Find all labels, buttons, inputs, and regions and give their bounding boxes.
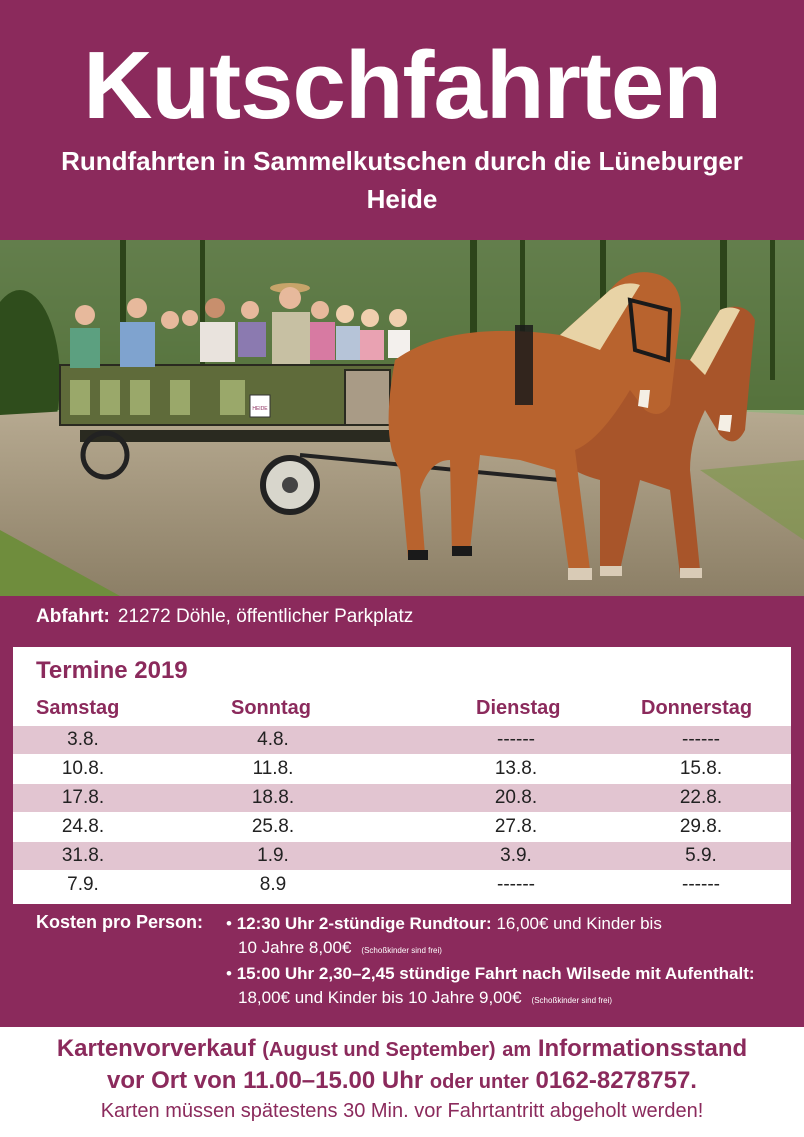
footer-infostand: Informationsstand <box>537 1035 748 1062</box>
footer-line-1 <box>0 1033 804 1066</box>
option-1-note: (Schoßkinder sind frei) <box>361 946 442 955</box>
departure-value: 21272 Döhle, öffentlicher Parkplatz <box>117 606 414 627</box>
table-cell: 13.8. <box>494 758 538 779</box>
table-row <box>13 784 791 812</box>
option-1-line2: 10 Jahre 8,00€ <box>238 938 352 957</box>
option-1-title: 12:30 Uhr 2-stündige Rundtour: <box>236 914 492 933</box>
footer-months: (August und September) <box>262 1039 496 1061</box>
bullet: • <box>226 914 232 933</box>
table-cell: 4.8. <box>257 729 289 750</box>
option-1-line1: 16,00€ und Kinder bis <box>496 914 662 933</box>
table-row <box>13 842 791 870</box>
cost-option-1 <box>226 912 786 963</box>
header-banner <box>0 0 804 240</box>
bullet: • <box>226 964 232 983</box>
table-cell: 5.9. <box>685 845 717 866</box>
footer-phone: 0162-8278757. <box>535 1067 697 1094</box>
table-cell: ------ <box>682 729 720 750</box>
table-cell: ------ <box>682 874 720 895</box>
table-cell: 29.8. <box>679 816 723 837</box>
svg-text:HEIDE: HEIDE <box>252 406 268 412</box>
table-row <box>13 871 791 899</box>
table-cell: 27.8. <box>494 816 538 837</box>
schedule-table <box>13 647 791 904</box>
table-cell: 17.8. <box>61 787 105 808</box>
table-cell: 3.9. <box>500 845 532 866</box>
departure-label: Abfahrt: <box>36 606 110 627</box>
table-cell: 1.9. <box>257 845 289 866</box>
table-cell: 25.8. <box>251 816 295 837</box>
schedule-title: Termine 2019 <box>36 657 188 684</box>
table-cell: 31.8. <box>61 845 105 866</box>
option-2-note: (Schoßkinder sind frei) <box>531 996 613 1005</box>
table-row <box>13 726 791 754</box>
table-cell: 15.8. <box>679 758 723 779</box>
footer-or: oder unter <box>429 1071 529 1093</box>
table-cell: 18.8. <box>251 787 295 808</box>
day-head-donnerstag: Donnerstag <box>641 697 753 719</box>
option-2-line2: 18,00€ und Kinder bis 10 Jahre 9,00€ <box>238 988 522 1007</box>
table-cell: ------ <box>497 874 535 895</box>
table-cell: 11.8. <box>252 758 294 779</box>
table-row <box>13 813 791 841</box>
day-head-sonntag: Sonntag <box>231 697 311 719</box>
table-cell: 3.8. <box>67 729 99 750</box>
footer-line-3: Karten müssen spätestens 30 Min. vor Fahrtantritt abgeholt werden! <box>100 1100 704 1122</box>
footer-hours: vor Ort von 11.00–15.00 Uhr <box>107 1067 424 1094</box>
table-row <box>13 755 791 783</box>
carriage-photo <box>0 240 804 596</box>
option-2-title: 15:00 Uhr 2,30–2,45 stündige Fahrt nach Wilsede mit Aufenthalt: <box>236 964 755 983</box>
costs-label: Kosten pro Person: <box>36 912 204 932</box>
footer-presale: Kartenvorverkauf <box>56 1035 256 1062</box>
table-cell: 8.9 <box>259 874 287 895</box>
footer-am: am <box>502 1039 532 1061</box>
footer <box>0 1027 804 1137</box>
cost-option-2 <box>226 962 786 1013</box>
page-subtitle: Rundfahrten in Sammelkutschen durch die Lüneburger Heide <box>61 146 743 214</box>
table-cell: ------ <box>497 729 535 750</box>
table-cell: 24.8. <box>61 816 105 837</box>
table-cell: 22.8. <box>679 787 723 808</box>
table-cell: 7.9. <box>67 874 99 895</box>
table-cell: 20.8. <box>494 787 538 808</box>
table-cell: 10.8. <box>61 758 105 779</box>
departure-info <box>36 605 413 629</box>
day-head-dienstag: Dienstag <box>476 697 561 719</box>
footer-line-2 <box>0 1065 804 1098</box>
page-title: Kutschfahrten <box>83 32 721 139</box>
day-head-samstag: Samstag <box>36 697 120 719</box>
